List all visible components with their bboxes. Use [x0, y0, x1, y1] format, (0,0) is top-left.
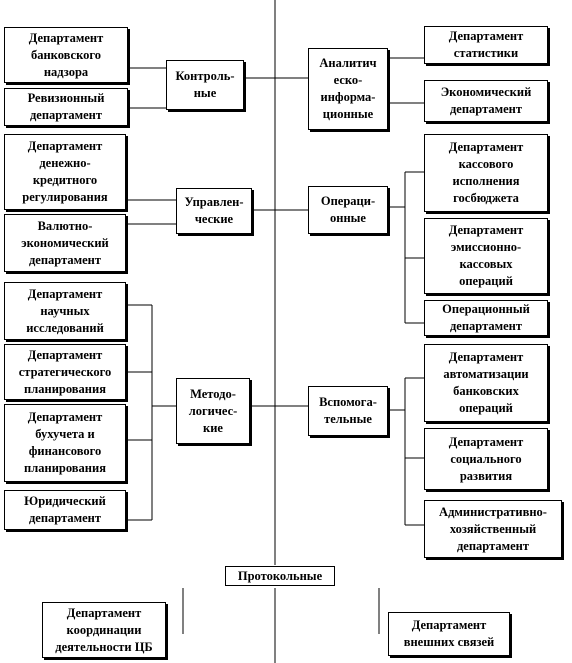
- dept-emission-cash-operations: Департамент эмиссионно- кассовых операций: [424, 218, 548, 294]
- category-protocol: Протокольные: [225, 566, 335, 586]
- category-control: Контроль- ные: [166, 60, 244, 110]
- dept-statistics: Департамент статистики: [424, 26, 548, 64]
- dept-monetary-credit-regulation: Департамент денежно- кредитного регулирования: [4, 134, 126, 210]
- dept-operational: Операционный департамент: [424, 300, 548, 336]
- dept-legal: Юридический департамент: [4, 490, 126, 530]
- dept-budget-cash-execution: Департамент кассового исполнения госбюджета: [424, 134, 548, 212]
- dept-scientific-research: Департамент научных исследований: [4, 282, 126, 340]
- dept-accounting-financial-planning: Департамент бухучета и финансового планирования: [4, 404, 126, 482]
- dept-social-development: Департамент социального развития: [424, 428, 548, 490]
- dept-strategic-planning: Департамент стратегического планирования: [4, 344, 126, 400]
- dept-audit: Ревизионный департамент: [4, 88, 128, 126]
- dept-cb-coordination: Департамент координации деятельности ЦБ: [42, 602, 166, 658]
- category-managerial: Управлен- ческие: [176, 188, 252, 234]
- dept-external-relations: Департамент внешних связей: [388, 612, 510, 656]
- category-auxiliary: Вспомога- тельные: [308, 386, 388, 436]
- category-analytic: Аналитич еско- информа- ционные: [308, 48, 388, 130]
- dept-economic: Экономический департамент: [424, 80, 548, 122]
- dept-banking-supervision: Департамент банковского надзора: [4, 27, 128, 83]
- dept-banking-automation: Департамент автоматизации банковских операций: [424, 344, 548, 422]
- category-operational: Операци- онные: [308, 186, 388, 234]
- dept-administrative: Административно- хозяйственный департамент: [424, 500, 562, 558]
- dept-fx-economic: Валютно- экономический департамент: [4, 214, 126, 272]
- category-methodological: Методо- логичес- кие: [176, 378, 250, 444]
